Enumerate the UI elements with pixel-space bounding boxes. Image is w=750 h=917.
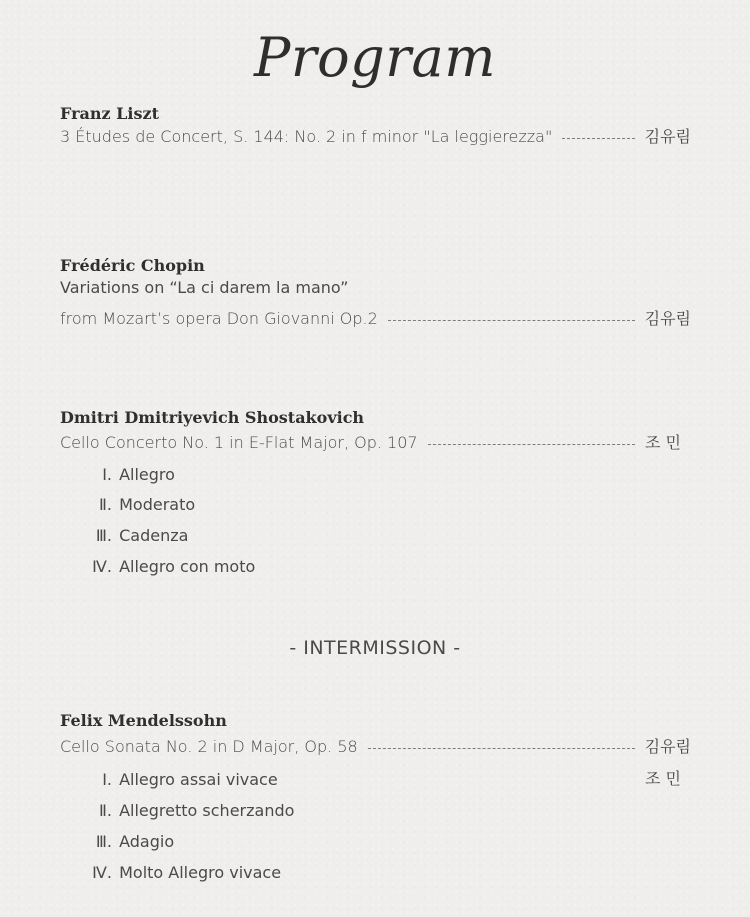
program-title: Program xyxy=(254,26,496,89)
program-line-shostakovich xyxy=(60,432,691,454)
program-line-chopin xyxy=(60,308,691,330)
movement-item xyxy=(88,556,255,578)
movement-item xyxy=(88,464,175,486)
work-title: Cello Concerto No. 1 in E-Flat Major, Op. 107 xyxy=(60,433,418,452)
movement-number: Ⅰ. xyxy=(102,770,112,789)
composer-mendelssohn: Felix Mendelssohn xyxy=(60,711,227,730)
movement-name: Allegro con moto xyxy=(119,557,256,576)
movement-item xyxy=(88,862,281,884)
composer-shostakovich: Dmitri Dmitriyevich Shostakovich xyxy=(60,408,365,427)
movement-number: Ⅳ. xyxy=(92,863,112,882)
movement-number: Ⅱ. xyxy=(99,801,112,820)
performer-name: 김유림 xyxy=(644,309,691,328)
movement-name: Moderato xyxy=(119,495,196,514)
movement-name: Adagio xyxy=(119,832,175,851)
dotted-leader xyxy=(428,444,635,445)
dotted-leader xyxy=(368,748,635,749)
performer-name: 김유림 xyxy=(644,737,691,756)
dotted-leader xyxy=(562,138,634,139)
movement-item xyxy=(88,769,278,791)
program-line-liszt xyxy=(60,126,691,148)
performer-name: 김유림 xyxy=(644,127,691,146)
movement-number: Ⅱ. xyxy=(99,495,112,514)
movement-item xyxy=(88,831,174,853)
movement-number: Ⅳ. xyxy=(92,557,112,576)
performer-name: 조 민 xyxy=(645,433,681,452)
movement-number: Ⅰ. xyxy=(102,465,112,484)
movement-item xyxy=(88,800,294,822)
intermission-heading: - INTERMISSION - xyxy=(289,637,461,659)
movement-name: Allegretto scherzando xyxy=(119,801,295,820)
movement-number: Ⅲ. xyxy=(95,526,112,545)
composer-liszt: Franz Liszt xyxy=(60,104,159,123)
work-title-line2: from Mozart’s opera Don Giovanni Op.2 xyxy=(60,309,378,328)
performer-name-second: 조 민 xyxy=(645,769,681,788)
movement-name: Molto Allegro vivace xyxy=(119,863,282,882)
work-title-line1: Variations on “La ci darem la mano” xyxy=(60,278,349,297)
dotted-leader xyxy=(388,320,635,321)
movement-name: Cadenza xyxy=(119,526,189,545)
composer-chopin: Frédéric Chopin xyxy=(60,256,205,275)
movement-item xyxy=(88,494,195,516)
program-line-mendelssohn xyxy=(60,736,691,758)
movement-number: Ⅲ. xyxy=(95,832,112,851)
work-title: 3 Études de Concert, S. 144: No. 2 in f minor "La leggierezza" xyxy=(60,127,553,146)
movement-name: Allegro assai vivace xyxy=(119,770,278,789)
movement-name: Allegro xyxy=(119,465,175,484)
work-title: Cello Sonata No. 2 in D Major, Op. 58 xyxy=(60,737,358,756)
movement-item xyxy=(88,525,188,547)
